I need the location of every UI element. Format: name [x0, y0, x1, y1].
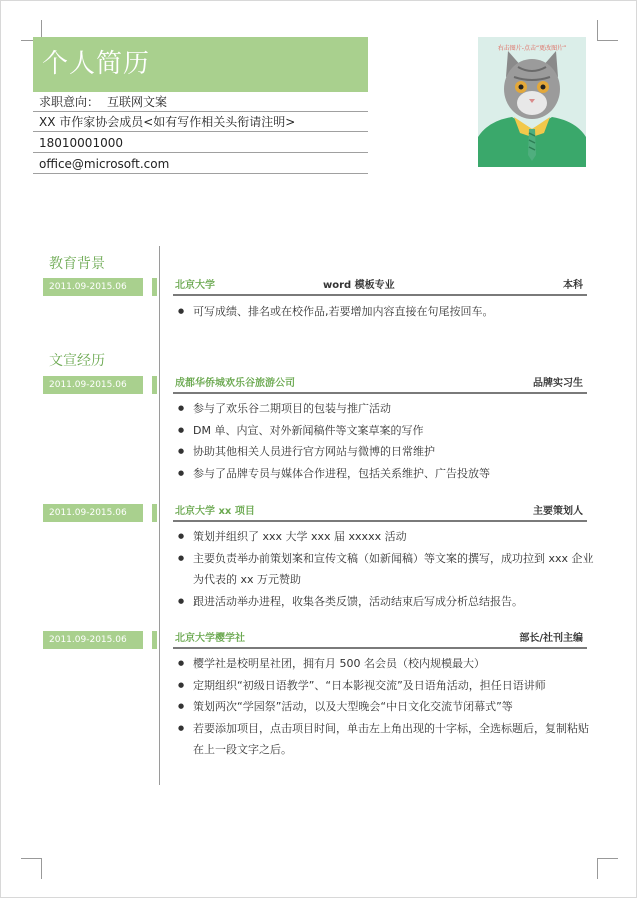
list-item[interactable]: ● 策划并组织了 xxx 大学 xxx 届 xxxxx 活动 — [178, 526, 594, 548]
entry-role: 本科 — [563, 280, 583, 291]
list-item[interactable]: ● 参与了品牌专员与媒体合作进程，包括关系维护、广告投放等 — [178, 463, 594, 485]
email-row[interactable]: office@microsoft.com — [33, 154, 368, 174]
timeline-marker — [152, 278, 157, 296]
bullet-list — [178, 301, 594, 323]
list-item[interactable]: ● 若要添加项目，点击项目时间，单击左上角出现的十字标，全选标题后，复制粘贴在上一段文字之后。 — [178, 718, 594, 761]
entry-org: 北京大学樱学社 — [175, 633, 245, 644]
list-item[interactable]: ● 参与了欢乐谷二期项目的包装与推广活动 — [178, 398, 594, 420]
entry-role: 品牌实习生 — [533, 378, 583, 389]
cat-in-sweater-portrait — [478, 37, 586, 167]
timeline-marker — [152, 504, 157, 522]
entry-header[interactable] — [173, 278, 587, 296]
photo-caption: 右击图片-点击“更改图片” — [497, 45, 567, 52]
entry-header[interactable] — [173, 376, 587, 394]
entry-org: 北京大学 xx 项目 — [175, 506, 255, 517]
crop-mark-top-right — [597, 20, 618, 41]
list-item[interactable]: ● 定期组织“初级日语教学”、“日本影视交流”及日语角活动，担任日语讲师 — [178, 675, 594, 697]
timeline-marker — [152, 631, 157, 649]
date-pill[interactable]: 2011.09-2015.06 — [43, 376, 143, 394]
entry-org: 成都华侨城欢乐谷旅游公司 — [175, 378, 295, 389]
date-pill[interactable]: 2011.09-2015.06 — [43, 278, 143, 296]
date-pill[interactable]: 2011.09-2015.06 — [43, 504, 143, 522]
list-item[interactable]: ● 主要负责举办前策划案和宣传文稿（如新闻稿）等文案的撰写，成功拉到 xxx 企业为代表的 xx 万元赞助 — [178, 548, 594, 591]
list-item[interactable]: ● 策划两次“学园祭”活动，以及大型晚会“中日文化交流节闭幕式”等 — [178, 696, 594, 718]
list-item[interactable]: ● 协助其他相关人员进行官方网站与微博的日常维护 — [178, 441, 594, 463]
entry-role: 部长/社刊主编 — [519, 633, 583, 644]
date-pill[interactable]: 2011.09-2015.06 — [43, 631, 143, 649]
bullet-list — [178, 653, 594, 761]
entry-org: 北京大学 — [175, 280, 215, 291]
objective-row[interactable] — [33, 92, 368, 112]
profile-photo[interactable] — [478, 37, 586, 167]
entry-header[interactable] — [173, 504, 587, 522]
phone-row[interactable]: 18010001000 — [33, 133, 368, 153]
entry-major: word 模板专业 — [323, 280, 395, 291]
resume-title[interactable]: 个人简历 — [33, 37, 368, 92]
education-heading: 教育背景 — [49, 256, 105, 272]
list-item[interactable]: ● 樱学社是校明星社团，拥有月 500 名会员（校内规模最大） — [178, 653, 594, 675]
objective-label: 求职意向： — [39, 95, 100, 109]
bullet-list — [178, 398, 594, 484]
list-item[interactable]: ● 可写成绩、排名或在校作品,若要增加内容直接在句尾按回车。 — [178, 301, 594, 323]
bullet-list — [178, 526, 594, 612]
membership-row[interactable]: XX 市作家协会成员<如有写作相关头衔请注明> — [33, 112, 368, 132]
crop-mark-bottom-right — [597, 858, 618, 879]
timeline-line — [159, 246, 160, 785]
objective-value: 互联网文案 — [107, 95, 168, 109]
entry-header[interactable] — [173, 631, 587, 649]
list-item[interactable]: ● 跟进活动举办进程，收集各类反馈，活动结束后写成分析总结报告。 — [178, 591, 594, 613]
crop-mark-bottom-left — [21, 858, 42, 879]
list-item[interactable]: ● DM 单、内宣、对外新闻稿件等文案草案的写作 — [178, 420, 594, 442]
entry-role: 主要策划人 — [533, 506, 583, 517]
timeline-marker — [152, 376, 157, 394]
experience-heading: 文宣经历 — [49, 353, 105, 369]
